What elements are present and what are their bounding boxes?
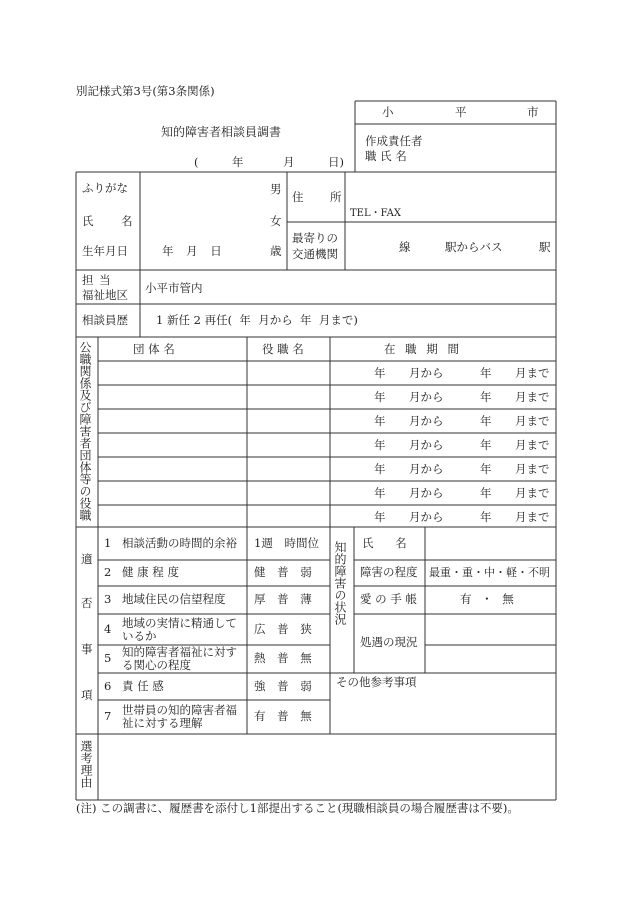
age-label: 歳 [270, 244, 282, 258]
techo-value[interactable]: 有 ・ 無 [460, 592, 514, 606]
period-cell: 月から [409, 390, 444, 404]
transport-station-bus: 駅からバス [445, 240, 503, 254]
period-cell: 年 [480, 366, 492, 380]
aptitude-item-text: 祉に対する理解 [122, 716, 203, 730]
period-cell: 月まで [515, 414, 550, 428]
history-label: 相談員歴 [82, 313, 128, 327]
aptitude-item-text: 相談活動の時間的余裕 [122, 536, 237, 550]
positions-side-label: 公職関係及び障害者団体等の役職 [78, 341, 92, 521]
form-title: 知的障害者相談員調書 [161, 125, 282, 139]
period-cell: 月から [409, 510, 444, 524]
disability-degree-value[interactable]: 最重・重・中・軽・不明 [429, 566, 550, 579]
aptitude-grade[interactable]: 1週 時間位 [254, 536, 319, 550]
aptitude-grade[interactable]: 厚 普 薄 [254, 592, 312, 606]
footnote: (注) この調書に、履歴書を添付し1部提出すること(現職相談員の場合履歴書は不要)。 [76, 801, 519, 815]
period-cell: 月から [409, 414, 444, 428]
tel-fax-label: TEL・FAX [350, 208, 402, 219]
aptitude-side-3: 事 [81, 642, 93, 656]
disability-degree-label: 障害の程度 [360, 565, 418, 579]
aptitude-grade[interactable]: 有 普 無 [254, 709, 312, 723]
address-label-2: 所 [330, 190, 342, 204]
period-cell: 月から [409, 438, 444, 452]
period-cell: 月まで [515, 366, 550, 380]
aptitude-item-number: 6 [104, 679, 112, 693]
sex-female[interactable]: 女 [270, 214, 282, 228]
aptitude-item-number: 3 [104, 592, 112, 606]
period-cell: 月から [409, 486, 444, 500]
city-char-2: 平 [455, 105, 467, 119]
aptitude-item-number: 5 [104, 651, 112, 665]
reason-label: 選考理由 [79, 740, 93, 788]
aptitude-grade[interactable]: 熱 普 無 [254, 651, 312, 665]
transport-label-1: 最寄りの [292, 231, 338, 245]
date-day: 日) [328, 155, 344, 169]
period-cell: 月まで [515, 438, 550, 452]
aptitude-item-text: 世帯員の知的障害者福 [122, 703, 237, 717]
period-cell: 年 [480, 462, 492, 476]
aptitude-item-text: いるか [122, 629, 157, 643]
aptitude-item-number: 1 [104, 536, 112, 550]
period-cell: 月から [409, 366, 444, 380]
period-cell: 年 [374, 390, 386, 404]
period-cell: 年 [480, 510, 492, 524]
aptitude-side-4: 項 [81, 688, 93, 702]
period-cell: 月まで [515, 486, 550, 500]
techo-label: 愛 の 手 帳 [360, 592, 417, 606]
disability-name-label: 氏 名 [362, 536, 407, 550]
col-org-header: 団 体 名 [133, 342, 175, 356]
aptitude-item-number: 7 [104, 709, 112, 723]
creator-name-label: 職 氏 名 [365, 149, 407, 163]
other-reference-label: その他参考事項 [336, 675, 417, 689]
furigana-label: ふりがな [82, 181, 128, 195]
transport-line: 線 [399, 240, 411, 254]
aptitude-side-2: 否 [81, 596, 93, 610]
aptitude-item-text: 知的障害者福祉に対す [122, 645, 237, 659]
period-cell: 月まで [515, 510, 550, 524]
aptitude-item-text: る関心の程度 [122, 658, 191, 672]
date-open: ( [194, 155, 199, 169]
district-label-2: 福祉地区 [82, 288, 128, 302]
name-label-1: 氏 [82, 214, 94, 228]
sex-male[interactable]: 男 [270, 182, 282, 196]
birthdate-format: 年 月 日 [162, 244, 222, 258]
period-cell: 月から [409, 462, 444, 476]
district-value: 小平市管内 [145, 281, 203, 295]
district-label-1: 担 当 [82, 273, 112, 287]
creator-label: 作成責任者 [365, 134, 423, 148]
period-cell: 年 [374, 510, 386, 524]
form-number: 別記様式第3号(第3条関係) [76, 84, 215, 98]
period-cell: 年 [480, 486, 492, 500]
aptitude-item-number: 4 [104, 622, 112, 636]
city-char-1: 小 [382, 105, 394, 119]
aptitude-item-text: 地域の実情に精通して [122, 616, 237, 630]
aptitude-grade[interactable]: 強 普 弱 [254, 679, 312, 693]
period-cell: 年 [374, 486, 386, 500]
period-cell: 年 [480, 414, 492, 428]
period-cell: 月まで [515, 390, 550, 404]
aptitude-side-1: 適 [81, 552, 93, 566]
period-cell: 年 [374, 462, 386, 476]
address-label-1: 住 [292, 190, 304, 204]
transport-label-2: 交通機関 [292, 247, 338, 261]
birthdate-label: 生年月日 [82, 244, 128, 258]
period-cell: 年 [374, 438, 386, 452]
date-year: 年 [232, 155, 244, 169]
period-cell: 年 [480, 438, 492, 452]
aptitude-item-text: 責 任 感 [122, 679, 164, 693]
col-period-header: 在 職 期 間 [384, 342, 459, 356]
aptitude-grade[interactable]: 広 普 狭 [254, 622, 312, 636]
col-role-header: 役 職 名 [262, 342, 304, 356]
period-cell: 月まで [515, 462, 550, 476]
date-month: 月 [283, 155, 295, 169]
aptitude-item-text: 健 康 程 度 [122, 565, 179, 579]
treatment-label: 処遇の現況 [360, 635, 418, 649]
aptitude-item-number: 2 [104, 565, 112, 579]
city-char-3: 市 [527, 105, 539, 119]
period-cell: 年 [480, 390, 492, 404]
aptitude-item-text: 地域住民の信望程度 [122, 592, 226, 606]
name-label-2: 名 [121, 214, 133, 228]
history-value: 1 新任 2 再任( 年 月から 年 月まで) [156, 313, 358, 327]
period-cell: 年 [374, 414, 386, 428]
transport-station: 駅 [539, 240, 551, 254]
disability-side-label: 知的障害の状況 [333, 541, 347, 625]
period-cell: 年 [374, 366, 386, 380]
aptitude-grade[interactable]: 健 普 弱 [254, 565, 312, 579]
